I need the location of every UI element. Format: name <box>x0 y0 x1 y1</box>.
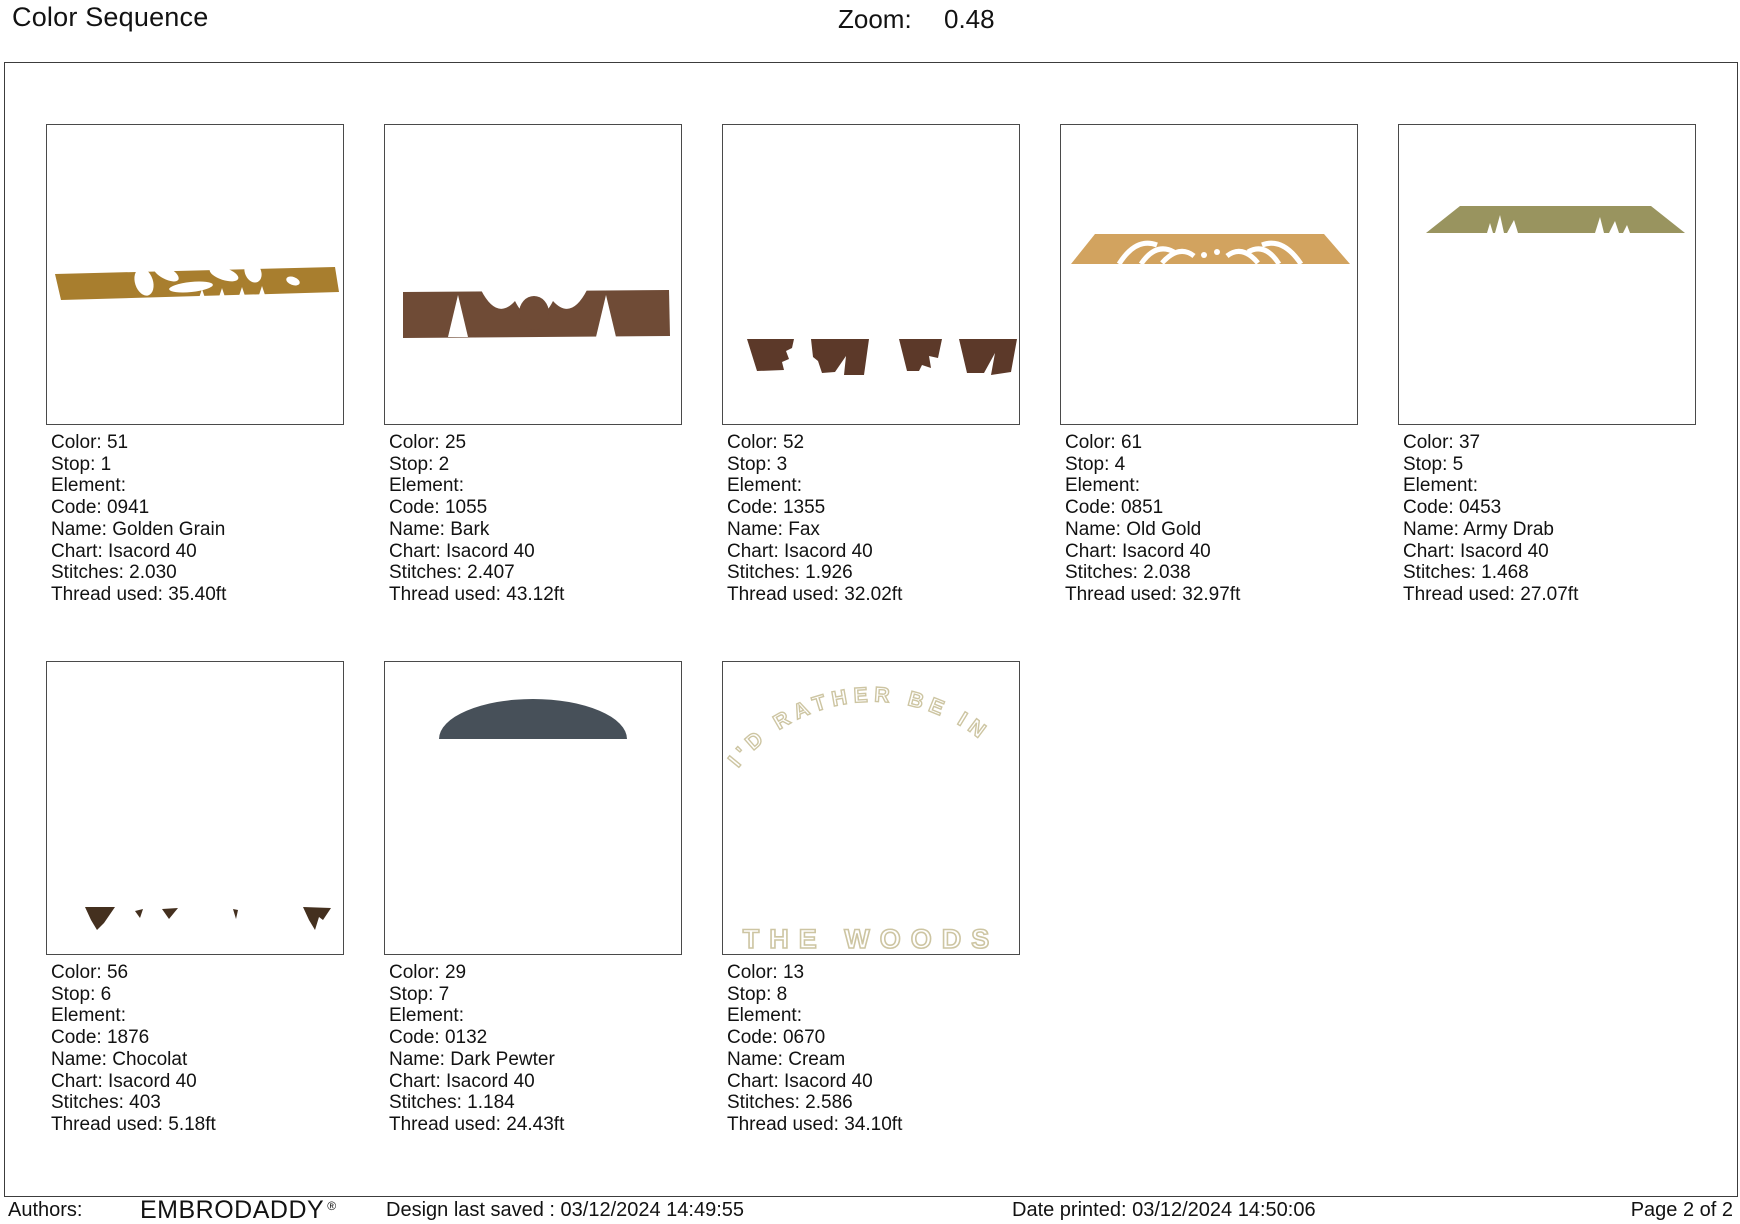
info-line <box>389 519 682 541</box>
thread-info <box>722 962 1020 1136</box>
field-label: Code: <box>51 1027 102 1049</box>
info-line <box>389 541 682 563</box>
info-line <box>1065 541 1358 563</box>
field-label: Thread used: <box>389 583 501 605</box>
brand-name: EMBRODADDY <box>140 1196 325 1224</box>
info-line <box>727 497 1020 519</box>
info-line <box>727 584 1020 606</box>
field-label: Name: <box>389 518 445 540</box>
info-line <box>51 519 344 541</box>
field-value: Old Gold <box>1126 518 1202 540</box>
info-line <box>1403 584 1696 606</box>
info-line <box>389 432 682 454</box>
info-line <box>389 497 682 519</box>
info-line <box>389 1027 682 1049</box>
field-value: Isacord 40 <box>108 1070 197 1092</box>
info-line <box>1065 432 1358 454</box>
field-label: Stitches: <box>1403 562 1476 584</box>
field-label: Chart: <box>1065 540 1117 562</box>
thumb-chocolat-marks <box>46 661 344 955</box>
stitch-preview-graphic <box>723 125 1019 424</box>
info-line <box>51 962 344 984</box>
field-label: Color: <box>51 962 102 983</box>
field-label: Thread used: <box>51 583 163 605</box>
field-label: Chart: <box>389 540 441 562</box>
field-label: Chart: <box>389 1070 441 1092</box>
info-line <box>1065 519 1358 541</box>
field-value: 403 <box>129 1092 161 1114</box>
field-label: Color: <box>727 962 778 983</box>
info-line <box>727 432 1020 454</box>
field-value: 2.030 <box>129 562 177 584</box>
info-line <box>727 962 1020 984</box>
info-line <box>389 1092 682 1114</box>
field-label: Code: <box>727 497 778 519</box>
stitch-shape <box>747 339 1017 375</box>
field-value: 56 <box>106 962 129 983</box>
info-line <box>727 1049 1020 1071</box>
field-value: 7 <box>438 983 450 1005</box>
info-line <box>51 475 344 497</box>
field-label: Stitches: <box>727 562 800 584</box>
field-value: 2.038 <box>1143 562 1191 584</box>
field-value: 2.586 <box>805 1092 853 1114</box>
field-label: Element: <box>389 475 464 497</box>
field-label: Chart: <box>51 1070 103 1092</box>
bottom-stitch-text: THE WOODS <box>742 924 1000 954</box>
field-value: Isacord 40 <box>446 540 535 562</box>
info-line <box>727 475 1020 497</box>
field-value: Bark <box>450 518 490 540</box>
field-label: Color: <box>389 432 440 453</box>
field-value: 5 <box>1452 453 1464 475</box>
field-label: Name: <box>389 1048 445 1070</box>
field-label: Code: <box>1065 497 1116 519</box>
field-value: 2.407 <box>467 562 515 584</box>
info-line <box>389 454 682 476</box>
info-line <box>1065 584 1358 606</box>
stitch-preview-graphic <box>723 662 1019 954</box>
info-line <box>389 584 682 606</box>
field-value: Isacord 40 <box>1460 540 1549 562</box>
field-value: 3 <box>776 453 788 475</box>
info-line <box>1403 562 1696 584</box>
color-stop-card <box>384 661 682 1136</box>
info-line <box>727 562 1020 584</box>
thread-info <box>46 432 344 606</box>
field-value: 61 <box>1120 432 1143 453</box>
field-value: 6 <box>100 983 112 1005</box>
field-label: Code: <box>727 1027 778 1049</box>
field-value: 51 <box>106 432 129 453</box>
field-value: 1.184 <box>467 1092 515 1114</box>
field-label: Stitches: <box>389 1092 462 1114</box>
field-label: Element: <box>51 475 126 497</box>
field-label: Code: <box>51 497 102 519</box>
info-line <box>51 497 344 519</box>
info-line <box>1403 519 1696 541</box>
info-line <box>727 454 1020 476</box>
field-value: 0670 <box>782 1027 826 1049</box>
info-line <box>51 584 344 606</box>
field-value: Cream <box>788 1048 846 1070</box>
info-line <box>51 562 344 584</box>
info-line <box>727 519 1020 541</box>
field-value: Isacord 40 <box>446 1070 535 1092</box>
info-line <box>51 1114 344 1136</box>
field-value: Fax <box>788 518 820 540</box>
field-value: 2 <box>438 453 450 475</box>
stitch-shape <box>439 699 627 739</box>
date-printed: Date printed: 03/12/2024 14:50:06 <box>1012 1199 1316 1221</box>
thread-info <box>46 962 344 1136</box>
field-label: Stop: <box>727 983 772 1005</box>
zoom-value: 0.48 <box>944 4 995 34</box>
info-line <box>51 454 344 476</box>
info-line <box>51 1027 344 1049</box>
field-label: Thread used: <box>727 1113 839 1135</box>
info-line <box>51 1092 344 1114</box>
color-stop-card <box>1060 124 1358 606</box>
field-label: Stop: <box>51 453 96 475</box>
info-line <box>1403 475 1696 497</box>
stitch-shape <box>85 907 331 930</box>
thumb-old-gold-antler-band <box>1060 124 1358 425</box>
field-label: Chart: <box>51 540 103 562</box>
thumb-golden-grain-antler-band <box>46 124 344 425</box>
field-label: Name: <box>1065 518 1121 540</box>
color-stop-card <box>722 124 1020 606</box>
field-value: 32.97ft <box>1182 583 1241 605</box>
field-value: 1 <box>100 453 112 475</box>
thumb-bark-deer-band <box>384 124 682 425</box>
stitch-shape <box>1071 234 1350 264</box>
field-label: Stitches: <box>389 562 462 584</box>
field-value: 34.10ft <box>844 1113 903 1135</box>
info-line <box>1403 454 1696 476</box>
info-line <box>389 962 682 984</box>
field-label: Code: <box>389 497 440 519</box>
field-value: 0132 <box>444 1027 488 1049</box>
field-value: 35.40ft <box>168 583 227 605</box>
stitch-preview-graphic <box>47 125 343 424</box>
field-label: Thread used: <box>1403 583 1515 605</box>
field-value: 1.926 <box>805 562 853 584</box>
field-label: Stop: <box>1065 453 1110 475</box>
field-label: Stop: <box>51 983 96 1005</box>
field-value: 29 <box>444 962 467 983</box>
field-label: Color: <box>1403 432 1454 453</box>
field-value: 1055 <box>444 497 488 519</box>
field-label: Code: <box>1403 497 1454 519</box>
field-label: Thread used: <box>727 583 839 605</box>
info-line <box>389 475 682 497</box>
field-value: Chocolat <box>112 1048 188 1070</box>
field-label: Thread used: <box>1065 583 1177 605</box>
field-value: 27.07ft <box>1520 583 1579 605</box>
color-stop-card <box>384 124 682 606</box>
color-stop-card <box>46 124 344 606</box>
info-line <box>51 1049 344 1071</box>
field-value: 5.18ft <box>168 1113 216 1135</box>
info-line <box>389 1114 682 1136</box>
thumb-dark-pewter-dome <box>384 661 682 955</box>
field-value: 4 <box>1114 453 1126 475</box>
info-line <box>727 1027 1020 1049</box>
info-line <box>727 984 1020 1006</box>
field-label: Stop: <box>727 453 772 475</box>
field-label: Element: <box>727 1005 802 1027</box>
field-value: Golden Grain <box>112 518 226 540</box>
page-number: Page 2 of 2 <box>1630 1199 1733 1221</box>
field-label: Color: <box>51 432 102 453</box>
field-label: Stop: <box>389 453 434 475</box>
info-line <box>1065 475 1358 497</box>
field-value: Dark Pewter <box>450 1048 555 1070</box>
info-line <box>51 541 344 563</box>
field-value: 0851 <box>1120 497 1164 519</box>
authors-label: Authors: <box>8 1199 83 1221</box>
field-label: Color: <box>389 962 440 983</box>
thread-info <box>1398 432 1696 606</box>
stitch-preview-graphic <box>385 125 681 424</box>
field-value: 0941 <box>106 497 150 519</box>
thread-info <box>1060 432 1358 606</box>
field-value: 43.12ft <box>506 583 565 605</box>
thread-info <box>384 962 682 1136</box>
brand-logo <box>140 1196 336 1224</box>
field-label: Element: <box>1065 475 1140 497</box>
info-line <box>1403 497 1696 519</box>
stitch-preview-graphic <box>385 662 681 954</box>
info-line <box>51 1071 344 1093</box>
info-line <box>389 1049 682 1071</box>
info-line <box>1403 541 1696 563</box>
field-label: Code: <box>389 1027 440 1049</box>
info-line <box>51 432 344 454</box>
field-value: 25 <box>444 432 467 453</box>
field-label: Element: <box>727 475 802 497</box>
thumb-fax-stump-shapes <box>722 124 1020 425</box>
field-label: Chart: <box>727 1070 779 1092</box>
field-value: Isacord 40 <box>108 540 197 562</box>
color-stop-card <box>1398 124 1696 606</box>
field-value: Isacord 40 <box>784 540 873 562</box>
field-label: Stitches: <box>51 1092 124 1114</box>
field-label: Stitches: <box>727 1092 800 1114</box>
field-value: 13 <box>782 962 805 983</box>
field-label: Thread used: <box>51 1113 163 1135</box>
field-value: 1.468 <box>1481 562 1529 584</box>
info-line <box>389 984 682 1006</box>
design-last-saved: Design last saved : 03/12/2024 14:49:55 <box>386 1199 745 1221</box>
info-line <box>727 1092 1020 1114</box>
stitch-shape <box>1426 206 1685 233</box>
info-line <box>1065 454 1358 476</box>
field-label: Color: <box>727 432 778 453</box>
info-line <box>727 1005 1020 1027</box>
info-line <box>51 984 344 1006</box>
page-title: Color Sequence <box>12 2 209 32</box>
deer-head-shape <box>519 296 549 330</box>
thread-info <box>384 432 682 606</box>
field-label: Thread used: <box>389 1113 501 1135</box>
stitch-preview-graphic <box>47 662 343 954</box>
info-line <box>1065 497 1358 519</box>
field-label: Stop: <box>1403 453 1448 475</box>
color-stop-card <box>722 661 1020 1136</box>
stitch-preview-graphic <box>1399 125 1695 424</box>
info-line <box>727 1071 1020 1093</box>
field-label: Stitches: <box>1065 562 1138 584</box>
field-label: Name: <box>727 518 783 540</box>
info-line <box>1065 562 1358 584</box>
thumb-cream-lettering <box>722 661 1020 955</box>
stitch-preview-graphic <box>1061 125 1357 424</box>
field-label: Chart: <box>1403 540 1455 562</box>
field-label: Element: <box>1403 475 1478 497</box>
field-value: 24.43ft <box>506 1113 565 1135</box>
field-value: 0453 <box>1458 497 1502 519</box>
arched-stitch-text: I'D RATHER BE IN <box>724 683 995 772</box>
field-value: 8 <box>776 983 788 1005</box>
field-value: 37 <box>1458 432 1481 453</box>
field-label: Chart: <box>727 540 779 562</box>
field-value: 1876 <box>106 1027 150 1049</box>
thumb-army-drab-band <box>1398 124 1696 425</box>
zoom-label: Zoom: <box>838 4 912 34</box>
field-label: Name: <box>727 1048 783 1070</box>
field-label: Element: <box>389 1005 464 1027</box>
info-line <box>389 1005 682 1027</box>
field-label: Name: <box>51 1048 107 1070</box>
field-label: Element: <box>51 1005 126 1027</box>
info-line <box>727 541 1020 563</box>
info-line <box>51 1005 344 1027</box>
field-value: 52 <box>782 432 805 453</box>
field-value: Army Drab <box>1463 518 1554 540</box>
field-label: Name: <box>1403 518 1459 540</box>
thread-info <box>722 432 1020 606</box>
info-line <box>389 1071 682 1093</box>
registered-mark: ® <box>327 1199 337 1214</box>
content-frame <box>4 62 1738 1197</box>
field-value: Isacord 40 <box>1122 540 1211 562</box>
field-label: Name: <box>51 518 107 540</box>
color-stop-card <box>46 661 344 1136</box>
field-value: 32.02ft <box>844 583 903 605</box>
field-value: 1355 <box>782 497 826 519</box>
field-label: Color: <box>1065 432 1116 453</box>
info-line <box>1403 432 1696 454</box>
info-line <box>389 562 682 584</box>
field-label: Stop: <box>389 983 434 1005</box>
info-line <box>727 1114 1020 1136</box>
field-value: Isacord 40 <box>784 1070 873 1092</box>
field-label: Stitches: <box>51 562 124 584</box>
